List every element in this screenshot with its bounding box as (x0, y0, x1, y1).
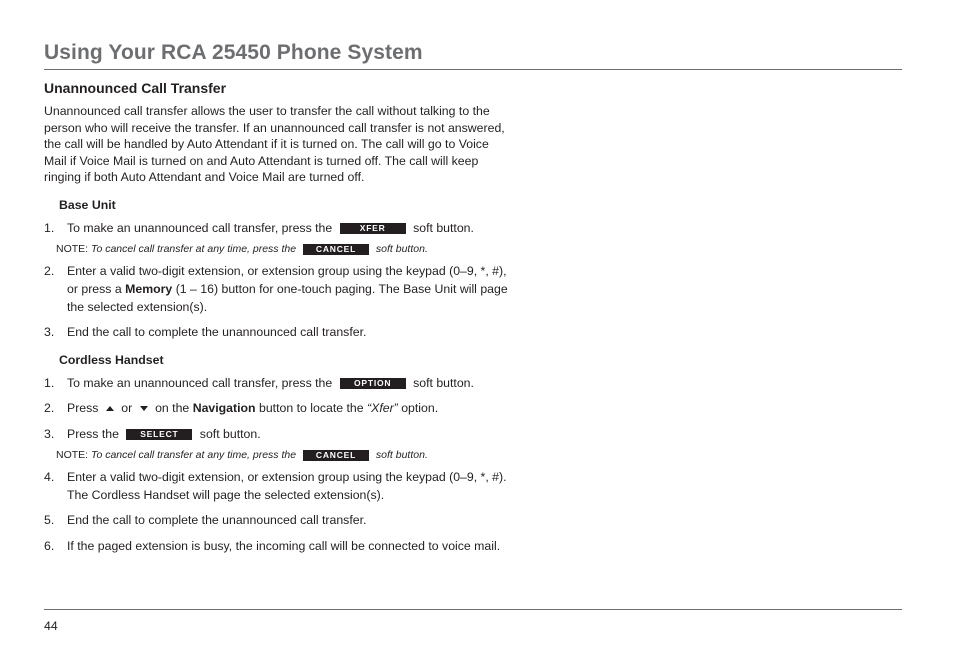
header-rule (44, 69, 902, 70)
footer-rule (44, 609, 902, 610)
option-softkey: OPTION (340, 378, 406, 389)
navigation-label: Navigation (192, 401, 256, 415)
step-text: To make an unannounced call transfer, press the (67, 376, 333, 390)
cordless-step-2 (67, 399, 438, 417)
note-text: To cancel call transfer at any time, press the (91, 449, 297, 461)
xfer-softkey: XFER (340, 223, 406, 234)
step-number: 2. (44, 401, 55, 415)
step-text: on the (155, 401, 190, 415)
step-number: 1. (44, 376, 55, 390)
step-text: button to locate the (258, 401, 364, 415)
note-text: soft button. (375, 449, 428, 461)
base-unit-heading: Base Unit (59, 198, 116, 212)
step-number: 4. (44, 470, 55, 484)
note-label: NOTE: (56, 243, 89, 255)
base-step-2-line (67, 280, 508, 298)
step-text: soft button. (199, 427, 261, 441)
xfer-option-label: “Xfer” (367, 401, 398, 415)
step-number: 1. (44, 221, 55, 235)
step-text: option. (401, 401, 439, 415)
base-step-2-line: Enter a valid two-digit extension, or extension group using the keypad (0–9, *, #), (67, 264, 507, 278)
step-number: 3. (44, 325, 55, 339)
step-number: 5. (44, 513, 55, 527)
step-number: 3. (44, 427, 55, 441)
intro-paragraph (44, 103, 564, 186)
step-number: 6. (44, 539, 55, 553)
cordless-step-1 (67, 374, 474, 392)
step-text: or press a (67, 282, 122, 296)
intro-line: Mail if Voice Mail is turned on and Auto Attendant is turned off. The call will keep (44, 153, 479, 168)
intro-line: the call will be handled by Auto Attendant if it is turned on. The call will go to Voice (44, 137, 489, 151)
page-title: Using Your RCA 25450 Phone System (44, 41, 423, 64)
step-text: To make an unannounced call transfer, press the (67, 221, 333, 235)
cordless-note (56, 448, 428, 462)
note-label: NOTE: (56, 449, 89, 461)
arrow-up-icon (106, 406, 114, 411)
base-step-1 (67, 219, 474, 237)
intro-line: ringing if both Auto Attendant and Voice Mail are turned off. (44, 170, 365, 184)
base-step-3: End the call to complete the unannounced call transfer. (67, 325, 367, 339)
cordless-heading: Cordless Handset (59, 353, 164, 367)
cordless-step-3 (67, 425, 261, 443)
cordless-step-4-line: Enter a valid two-digit extension, or extension group using the keypad (0–9, *, #). (67, 470, 507, 484)
section-heading: Unannounced Call Transfer (44, 80, 227, 96)
cancel-softkey: CANCEL (303, 244, 369, 255)
memory-label: Memory (125, 282, 173, 296)
page-number: 44 (44, 619, 58, 633)
step-number: 2. (44, 264, 55, 278)
note-text: soft button. (375, 243, 428, 255)
step-text: or (121, 401, 133, 415)
step-text: soft button. (413, 221, 474, 235)
step-text: Press the (67, 427, 119, 441)
cordless-step-6: If the paged extension is busy, the incoming call will be connected to voice mail. (67, 539, 501, 553)
base-note (56, 242, 428, 256)
note-text: To cancel call transfer at any time, press the (91, 243, 297, 255)
step-text: (1 – 16) button for one-touch paging. The Base Unit will page (175, 282, 508, 296)
intro-line: Unannounced call transfer allows the user to transfer the call without talking to the (44, 104, 490, 118)
arrow-down-icon (140, 406, 148, 411)
cancel-softkey: CANCEL (303, 450, 369, 461)
step-text: Press (67, 401, 99, 415)
intro-line: person who will receive the transfer. If an unannounced call transfer is not answered, (44, 120, 505, 135)
step-text: soft button. (413, 376, 474, 390)
select-softkey: SELECT (126, 429, 192, 440)
cordless-step-5: End the call to complete the unannounced call transfer. (67, 513, 367, 527)
cordless-step-4-line: The Cordless Handset will page the selected extension(s). (67, 488, 385, 502)
base-step-2-line: the selected extension(s). (67, 300, 208, 314)
